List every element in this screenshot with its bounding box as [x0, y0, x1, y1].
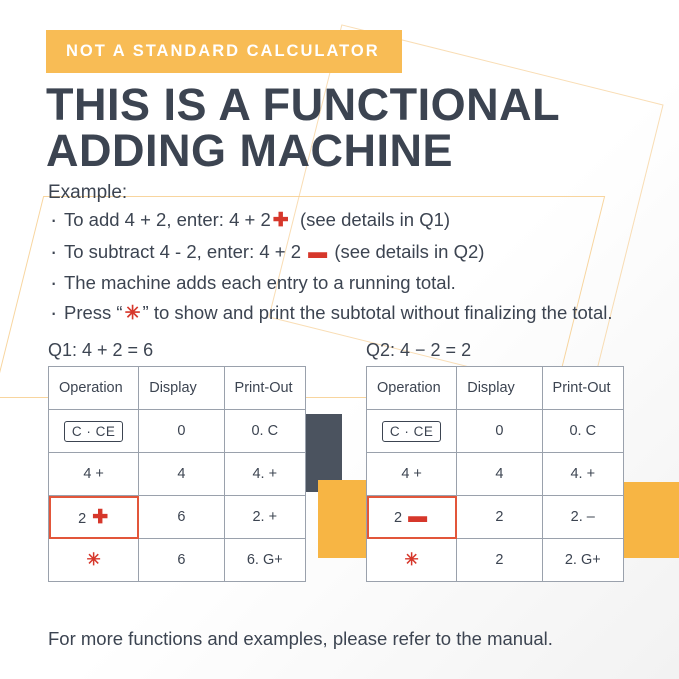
- minus-icon: ▬: [308, 241, 328, 263]
- cell-display: 6: [139, 539, 224, 582]
- asterisk-icon: ✳: [124, 303, 141, 325]
- list-item: [48, 271, 648, 295]
- plus-icon: ✚: [92, 506, 108, 528]
- cell-operation: 4 +: [49, 453, 139, 496]
- table-row: [367, 410, 624, 453]
- column-header-operation: Operation: [49, 367, 139, 410]
- list-item: [48, 301, 648, 327]
- asterisk-icon: ✳: [86, 550, 101, 569]
- asterisk-icon: ✳: [404, 550, 419, 569]
- column-header-display: Display: [139, 367, 224, 410]
- bullet-text: To add 4 + 2, enter: 4 + 2: [64, 209, 271, 230]
- table-row: [367, 453, 624, 496]
- cell-display: 0: [457, 410, 542, 453]
- cell-printout: 0. C: [542, 410, 623, 453]
- cell-printout: 4. +: [542, 453, 623, 496]
- table-q2: [366, 366, 624, 582]
- table-caption-q2: Q2: 4 − 2 = 2: [366, 340, 472, 360]
- headline-line-1: THIS IS A FUNCTIONAL: [46, 79, 561, 130]
- cell-operation: [49, 410, 139, 453]
- decorative-gray-block: [306, 414, 342, 492]
- table-q1: [48, 366, 306, 582]
- list-item: [48, 240, 648, 266]
- column-header-printout: Print-Out: [224, 367, 305, 410]
- operand-value: 2: [394, 510, 403, 526]
- bullet-text: To subtract 4 - 2, enter: 4 + 2: [64, 240, 302, 262]
- operand-value: 2: [78, 510, 87, 527]
- minus-icon: ▬: [408, 506, 428, 527]
- cell-display: 6: [139, 496, 224, 539]
- cell-operation: [49, 539, 139, 582]
- bullet-text: Press “: [64, 302, 123, 324]
- table-header-row: [367, 367, 624, 410]
- bullet-text: The machine adds each entry to a running total.: [64, 272, 456, 294]
- table-header-row: [49, 367, 306, 410]
- table-row: [49, 410, 306, 453]
- table-row: [367, 539, 624, 582]
- cell-printout: 4. +: [224, 453, 305, 496]
- cell-operation: [367, 539, 457, 582]
- page-title: [46, 79, 656, 176]
- plus-icon: ✚: [272, 210, 288, 231]
- cell-operation: 4 +: [367, 453, 457, 496]
- clear-key-label: C · CE: [64, 421, 124, 442]
- headline-line-2: ADDING MACHINE: [46, 124, 453, 176]
- example-bullet-list: [48, 208, 648, 333]
- table-row: [49, 496, 306, 539]
- cell-printout: 2. G+: [542, 539, 623, 582]
- table-row: [367, 496, 624, 539]
- cell-display: 2: [457, 496, 542, 539]
- decorative-orange-block-right: [620, 482, 679, 558]
- cell-operation-highlighted: [367, 496, 457, 539]
- column-header-display: Display: [457, 367, 542, 410]
- cell-display: 2: [457, 539, 542, 582]
- cell-printout: 6. G+: [224, 539, 305, 582]
- footer-note: For more functions and examples, please refer to the manual.: [48, 628, 553, 649]
- example-label: Example:: [48, 182, 128, 203]
- cell-display: 4: [457, 453, 542, 496]
- cell-printout: 0. C: [224, 410, 305, 453]
- bullet-note: (see details in Q1): [299, 209, 451, 230]
- bullet-note: (see details in Q2): [334, 240, 485, 262]
- table-caption-q1: Q1: 4 + 2 = 6: [48, 340, 154, 360]
- cell-operation: [367, 410, 457, 453]
- column-header-printout: Print-Out: [542, 367, 623, 410]
- list-item: [48, 208, 648, 234]
- cell-display: 4: [139, 453, 224, 496]
- cell-operation-highlighted: [49, 496, 139, 539]
- cell-printout: 2. +: [224, 496, 305, 539]
- bullet-note: ” to show and print the subtotal without finalizing the total.: [142, 302, 613, 324]
- column-header-operation: Operation: [367, 367, 457, 410]
- cell-printout: 2. –: [542, 496, 623, 539]
- ribbon-banner: NOT A STANDARD CALCULATOR: [46, 30, 402, 73]
- clear-key-label: C · CE: [382, 421, 442, 442]
- table-row: [49, 539, 306, 582]
- cell-display: 0: [139, 410, 224, 453]
- table-row: [49, 453, 306, 496]
